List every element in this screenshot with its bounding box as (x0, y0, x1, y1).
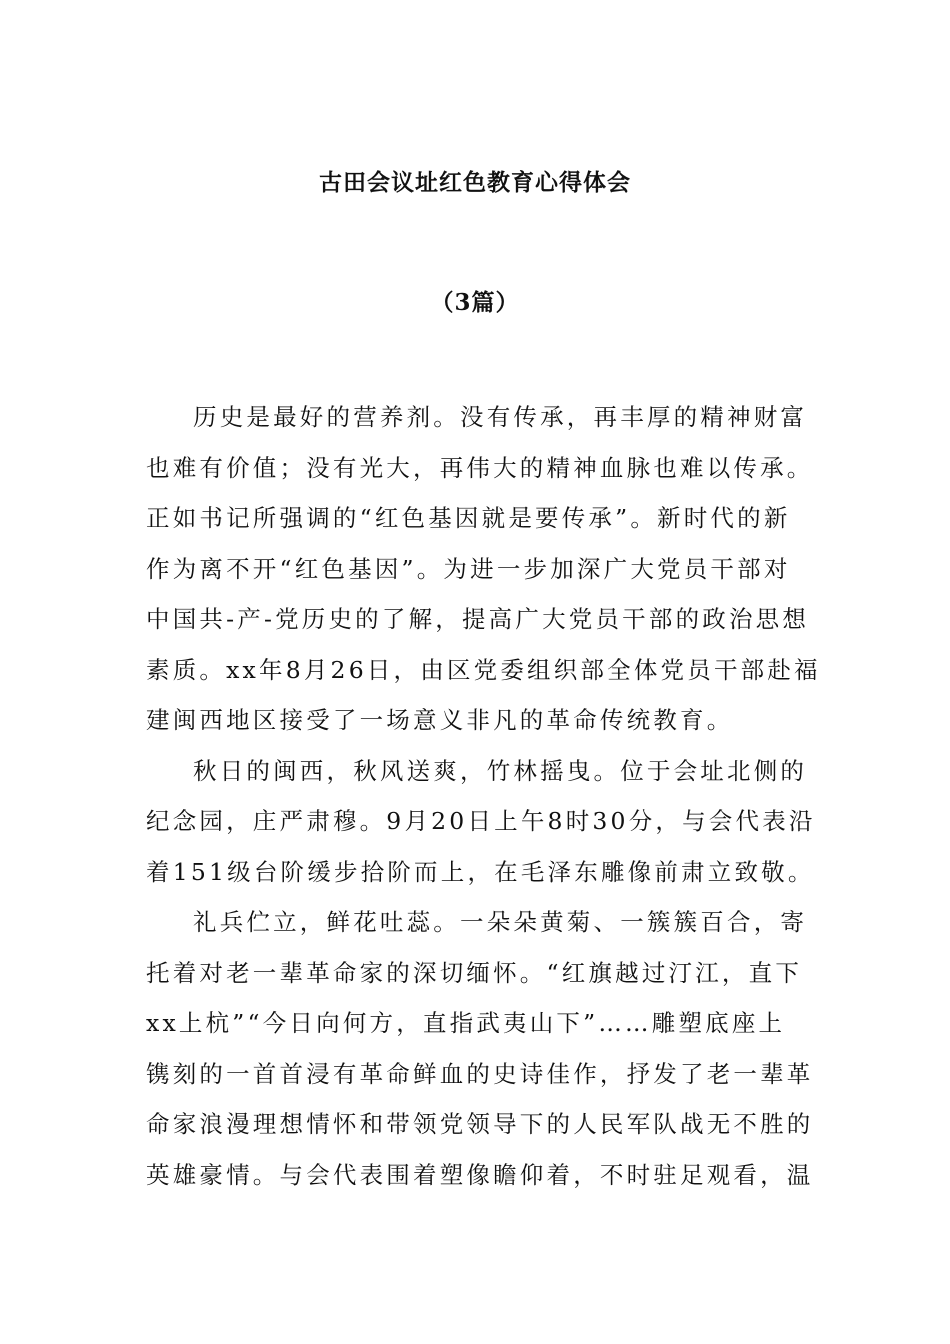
document-subtitle: （3篇） (430, 289, 520, 316)
paragraph-line: 命家浪漫理想情怀和带领党领导下的人民军队战无不胜的 (146, 1110, 814, 1138)
paragraph-line: 托着对老一辈革命家的深切缅怀。“红旗越过汀江，直下 (146, 958, 803, 987)
paragraph-line: 英雄豪情。与会代表围着塑像瞻仰着，不时驻足观看，温 (146, 1160, 814, 1189)
document-body (146, 392, 821, 1200)
document-title: 古田会议址红色教育心得体会 (319, 169, 631, 196)
paragraph-line: 也难有价值；没有光大，再伟大的精神血脉也难以传承。 (146, 453, 814, 482)
paragraph-line: xx上杭”“今日向何方，直指武夷山下”……雕塑底座上 (146, 1009, 786, 1037)
paragraph-line: 素质。xx年8月26日，由区党委组织部全体党员干部赴福 (146, 655, 821, 684)
paragraph-line: 建闽西地区接受了一场意义非凡的革命传统教育。 (146, 706, 734, 734)
paragraph-line: 秋日的闽西，秋风送爽，竹林摇曳。位于会址北侧的 (193, 756, 808, 785)
paragraph-line: 作为离不开“红色基因”。为进一步加深广大党员干部对 (146, 554, 791, 583)
paragraph-line: 镌刻的一首首浸有革命鲜血的史诗佳作，抒发了老一辈革 (146, 1059, 814, 1088)
paragraph-line: 中国共-产-党历史的了解，提高广大党员干部的政治思想 (146, 605, 810, 633)
paragraph-1 (146, 392, 821, 746)
paragraph-2 (146, 746, 816, 898)
paragraph-line: 礼兵伫立，鲜花吐蕊。一朵朵黄菊、一簇簇百合，寄 (193, 908, 808, 936)
paragraph-3 (146, 897, 814, 1200)
paragraph-line: 着151级台阶缓步拾阶而上，在毛泽东雕像前肃立致敬。 (146, 857, 815, 886)
paragraph-line: 历史是最好的营养剂。没有传承，再丰厚的精神财富 (193, 403, 808, 431)
paragraph-line: 纪念园，庄严肃穆。9月20日上午8时30分，与会代表沿 (146, 807, 816, 835)
paragraph-line: 正如书记所强调的“红色基因就是要传承”。新时代的新 (146, 504, 791, 532)
